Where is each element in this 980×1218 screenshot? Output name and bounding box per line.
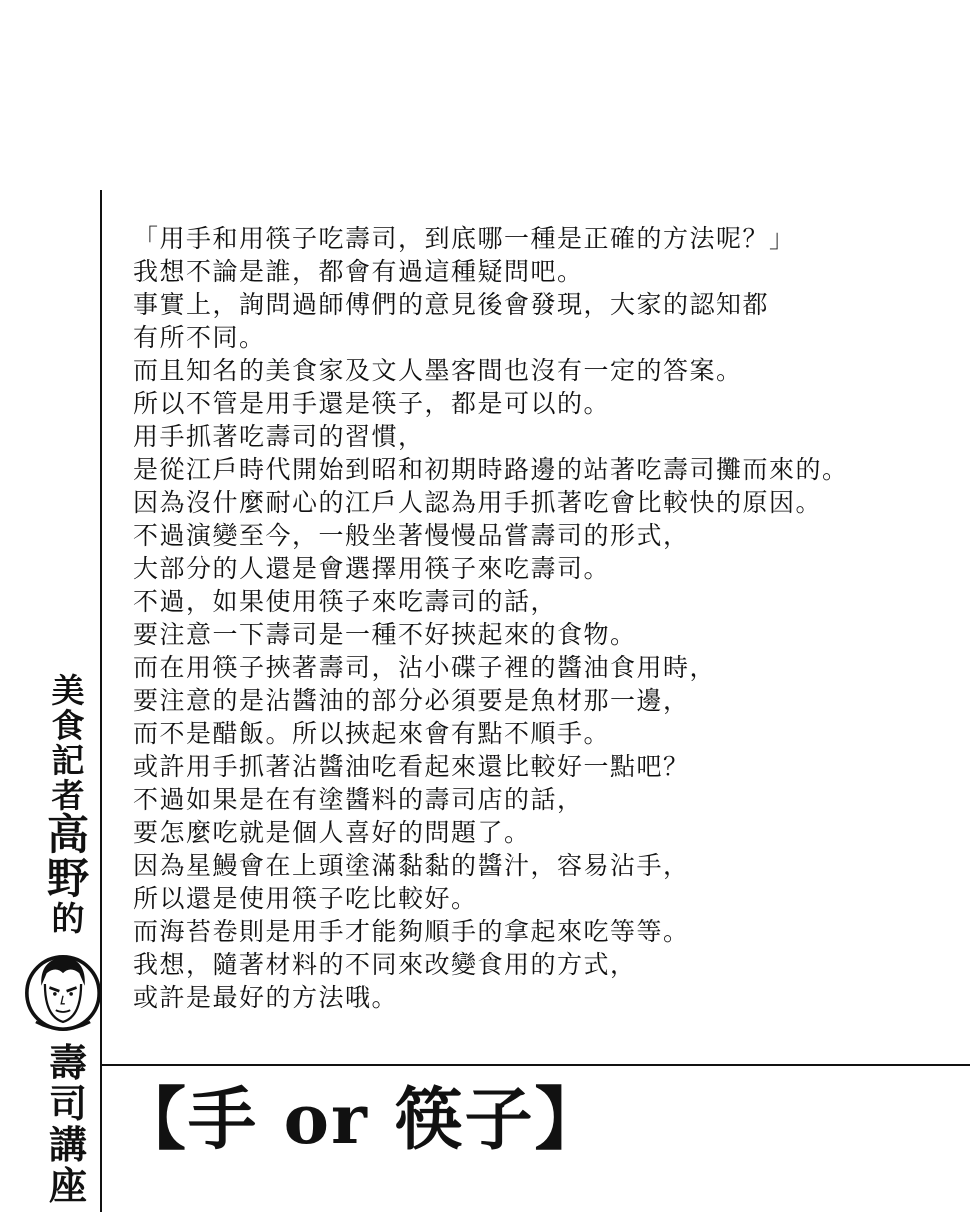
article-line: 而在用筷子挾著壽司，沾小碟子裡的醬油食用時， — [133, 653, 717, 682]
article-line: 不過如果是在有塗醬料的壽司店的話， — [133, 785, 584, 814]
article-line: 因為沒什麼耐心的江戶人認為用手抓著吃會比較快的原因。 — [133, 488, 823, 517]
article-line: 事實上，詢問過師傅們的意見後會發現，大家的認知都 — [133, 290, 770, 319]
article-line: 是從江戶時代開始到昭和初期時路邊的站著吃壽司攤而來的。 — [133, 455, 849, 484]
article-line: 不過，如果使用筷子來吃壽司的話， — [133, 587, 558, 616]
series-char: 司 — [48, 1082, 87, 1126]
article-line: 不過演變至今，一般坐著慢慢品嘗壽司的形式， — [133, 521, 690, 550]
article-line: 用手抓著吃壽司的習慣， — [133, 422, 425, 451]
series-char: 食 — [51, 706, 85, 745]
series-char: 壽 — [48, 1041, 87, 1085]
article-line: 或許用手抓著沾醬油吃看起來還比較好一點吧？ — [133, 752, 690, 781]
article-line: 大部分的人還是會選擇用筷子來吃壽司。 — [133, 554, 611, 583]
article-line: 要怎麼吃就是個人喜好的問題了。 — [133, 818, 531, 847]
series-char: 座 — [48, 1164, 87, 1208]
series-char: 記 — [51, 741, 85, 780]
article-line: 要注意一下壽司是一種不好挾起來的食物。 — [133, 620, 637, 649]
column-divider-horizontal — [100, 1064, 970, 1066]
article-line: 所以不管是用手還是筷子，都是可以的。 — [133, 389, 611, 418]
column-divider-vertical — [100, 190, 102, 1212]
series-char: 者 — [51, 776, 85, 815]
article-line: 因為星鰻會在上頭塗滿黏黏的醬汁，容易沾手， — [133, 851, 690, 880]
article-line: 我想不論是誰，都會有過這種疑問吧。 — [133, 257, 584, 286]
article-line: 我想，隨著材料的不同來改變食用的方式， — [133, 950, 637, 979]
article-line: 而且知名的美食家及文人墨客間也沒有一定的答案。 — [133, 356, 743, 385]
article-line: 或許是最好的方法哦。 — [133, 983, 399, 1012]
series-char: 野 — [46, 854, 89, 903]
series-char: 的 — [51, 899, 85, 938]
article-body — [133, 222, 963, 1014]
article-line: 而海苔卷則是用手才能夠順手的拿起來吃等等。 — [133, 917, 690, 946]
article-line: 有所不同。 — [133, 323, 266, 352]
article-line: 要注意的是沾醬油的部分必須要是魚材那一邊， — [133, 686, 690, 715]
series-label-bottom — [38, 1041, 98, 1208]
series-char: 講 — [48, 1123, 87, 1167]
article-line: 而不是醋飯。所以挾起來會有點不順手。 — [133, 719, 611, 748]
article-title: 【手 or 筷子】 — [118, 1080, 605, 1160]
article-line: 所以還是使用筷子吃比較好。 — [133, 884, 478, 913]
series-char: 高 — [46, 810, 89, 859]
chef-face-icon — [25, 946, 101, 1040]
article-line: 「用手和用筷子吃壽司，到底哪一種是正確的方法呢？」 — [133, 224, 796, 253]
series-char: 美 — [51, 671, 85, 710]
series-label-top — [38, 671, 98, 938]
